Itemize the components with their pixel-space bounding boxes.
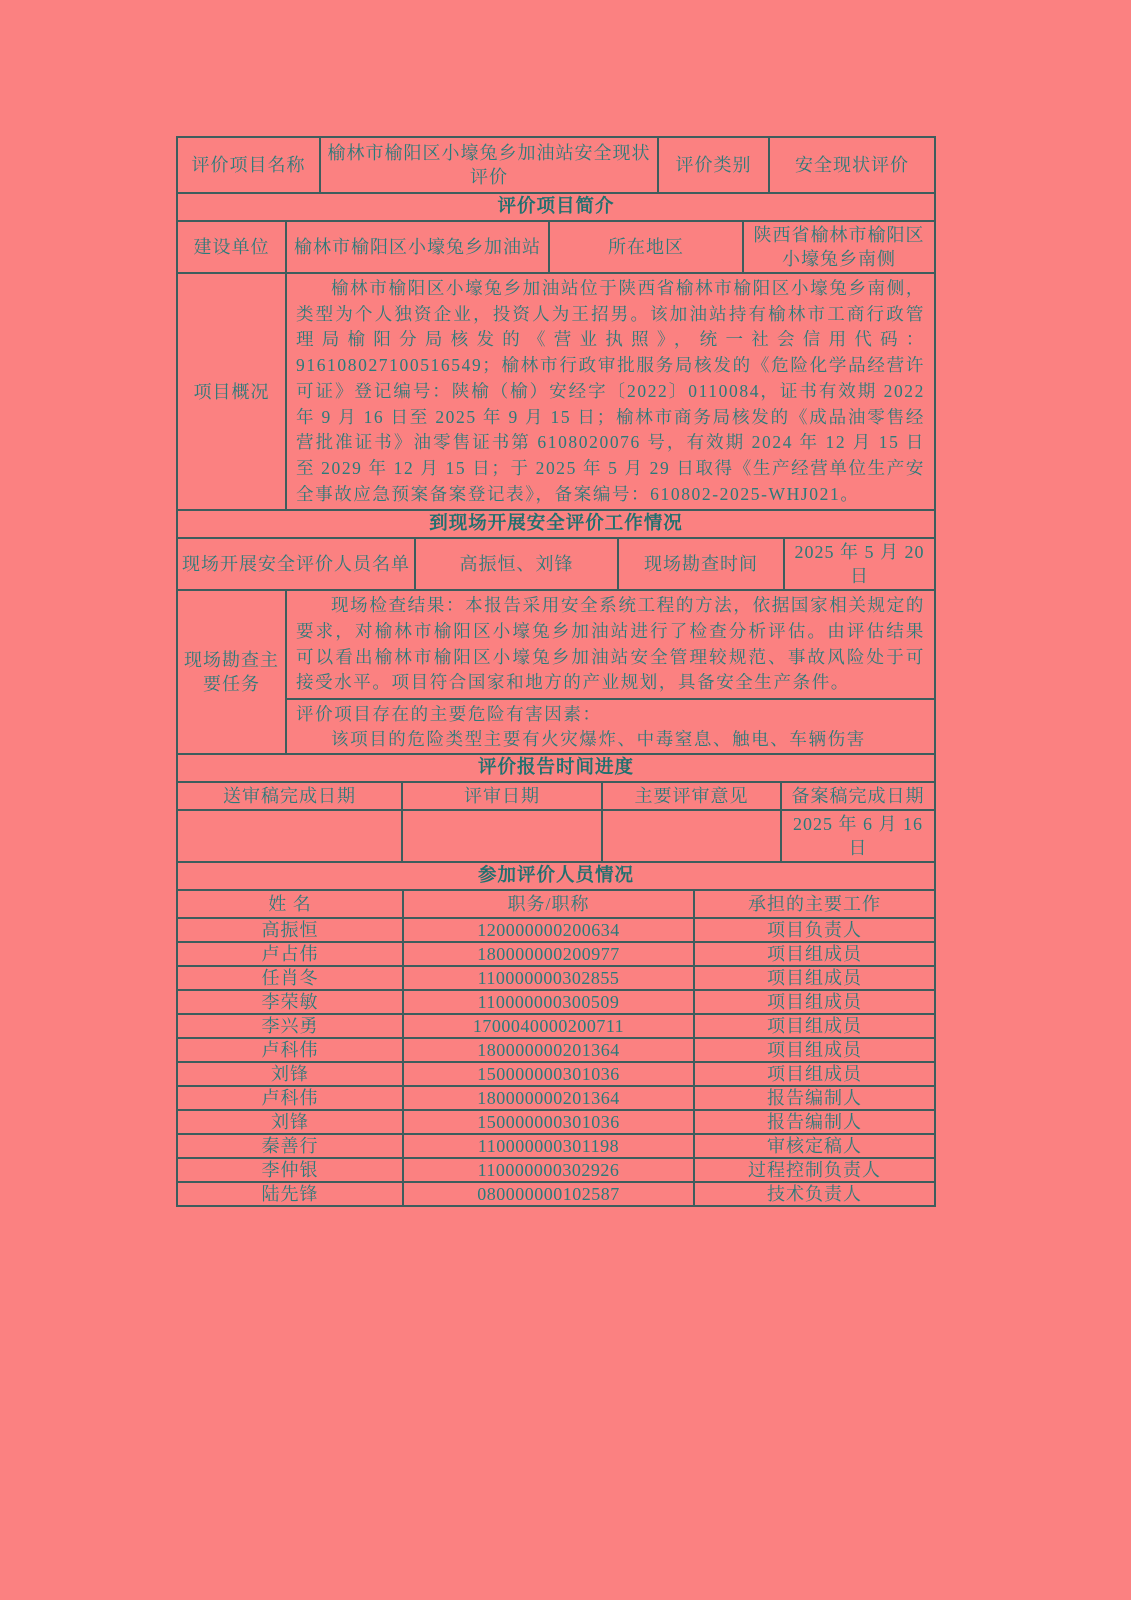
schedule-section-title: 评价报告时间进度 [477,758,634,779]
project-overview-text: 榆林市榆阳区小壕兔乡加油站位于陕西省榆林市榆阳区小壕兔乡南侧，类型为个人独资企业，投资人为王招男。该加油站持有榆林市工商行政管理局榆阳分局核发的《营业执照》，统一社会信用代码：916108027100516549；榆林市行政审批服务局核发的《危险化学品经营许可证》登记编号：陕榆（榆）安经字〔2022〕0110084，证书有效期 2022 年 9 月 16 日至 2025 年 9 月 15 日；榆林市商务局核发的《成品油零售经营批准证书》油零售证书第 6108020076 号，有效期 2024 年 12 月 15 日至 2029 年 12 月 15 日；于 2025 年 5 月 29 日取得《生产经营单位生产安全事故应急预案备案登记表》，备案编号：610802-2025-WHJ021。 [285,274,934,509]
site-work-section-row [178,509,934,537]
participant-row [178,965,934,989]
project-name-label: 评价项目名称 [191,155,306,175]
schedule-value-review-date [401,811,601,861]
participant-row [178,1181,934,1205]
evaluation-category-value: 安全现状评价 [768,138,934,192]
participant-certificate-number: 110000000302855 [402,967,693,989]
participants-section-row [178,861,934,889]
schedule-header-row [178,781,934,809]
hazard-factors-text: 该项目的危险类型主要有火灾爆炸、中毒窒息、触电、车辆伤害 [331,728,866,749]
project-overview-row [178,272,934,509]
participant-certificate-number: 180000000200977 [402,943,693,965]
participant-row [178,917,934,941]
builder-label: 建设单位 [193,237,270,257]
survey-task-row [178,589,934,753]
site-staff-label: 现场开展安全评价人员名单 [182,554,410,575]
inspection-result-text: 现场检查结果：本报告采用安全系统工程的方法，依据国家相关规定的要求，对榆林市榆阳区小壕兔乡加油站进行了检查分析评估。由评估结果可以看出榆林市榆阳区小壕兔乡加油站安全管理较规范、事故风险处于可接受水平。项目符合国家和地方的产业规划，具备安全生产条件。 [296,595,925,693]
evaluation-form-table [176,136,936,1207]
builder-location-row [178,220,934,272]
location-label: 所在地区 [548,222,742,272]
participant-role: 报告编制人 [693,1087,934,1109]
participant-role: 项目组成员 [693,991,934,1013]
participants-header-name: 姓 名 [268,894,312,915]
schedule-header-review-opinion: 主要评审意见 [601,783,780,809]
hazard-factors-cell [287,698,934,753]
schedule-value-row [178,809,934,861]
survey-time-value: 2025 年 5 月 20 日 [783,539,934,589]
site-work-section-title: 到现场开展安全评价工作情况 [429,514,683,535]
survey-task-label: 现场勘查主要任务 [184,650,279,695]
participant-row [178,1157,934,1181]
participants-header-row [178,889,934,917]
schedule-value-review-opinion [601,811,780,861]
participant-name: 李荣敏 [261,992,319,1013]
participant-row [178,989,934,1013]
participant-role: 过程控制负责人 [693,1159,934,1181]
participant-name: 李兴勇 [261,1016,319,1037]
participants-section-title: 参加评价人员情况 [477,866,634,887]
participant-name: 卢占伟 [261,944,319,965]
participant-name: 刘锋 [271,1112,309,1133]
inspection-result-cell [287,591,934,698]
participant-row [178,1133,934,1157]
participant-role: 项目组成员 [693,943,934,965]
hazard-factors-title: 评价项目存在的主要危险有害因素： [296,704,602,725]
evaluation-category-label: 评价类别 [657,138,768,192]
participant-role: 技术负责人 [693,1183,934,1205]
participant-certificate-number: 1700040000200711 [402,1015,693,1037]
participant-name: 陆先锋 [261,1184,319,1205]
site-staff-value: 高振恒、刘锋 [414,539,617,589]
participant-name: 秦善行 [261,1136,319,1157]
participant-certificate-number: 080000000102587 [402,1183,693,1205]
participant-certificate-number: 180000000201364 [402,1039,693,1061]
participant-role: 报告编制人 [693,1111,934,1133]
project-title-row [178,138,934,192]
site-staff-row [178,537,934,589]
participant-row [178,941,934,965]
participant-certificate-number: 110000000301198 [402,1135,693,1157]
participant-name: 高振恒 [261,920,319,941]
survey-task-content [285,591,934,753]
participant-certificate-number: 180000000201364 [402,1087,693,1109]
participant-role: 审核定稿人 [693,1135,934,1157]
participant-name: 卢科伟 [261,1040,319,1061]
builder-value: 榆林市榆阳区小壕兔乡加油站 [285,222,548,272]
participants-header-title: 职务/职称 [402,891,693,917]
participants-table-body [178,917,934,1205]
participant-role: 项目负责人 [693,919,934,941]
schedule-header-review-date: 评审日期 [401,783,601,809]
schedule-section-row [178,753,934,781]
participant-name: 卢科伟 [261,1088,319,1109]
location-value: 陕西省榆林市榆阳区小壕兔乡南侧 [742,222,934,272]
intro-section-row [178,192,934,220]
participant-name: 刘锋 [271,1064,309,1085]
participant-certificate-number: 150000000301036 [402,1111,693,1133]
participant-role: 项目组成员 [693,1015,934,1037]
project-overview-label: 项目概况 [193,381,270,402]
participants-header-role: 承担的主要工作 [693,891,934,917]
participant-certificate-number: 150000000301036 [402,1063,693,1085]
participant-role: 项目组成员 [693,967,934,989]
participant-row [178,1037,934,1061]
schedule-value-draft [178,811,401,861]
participant-row [178,1085,934,1109]
participant-name: 任肖冬 [261,968,319,989]
participant-row [178,1109,934,1133]
participant-row [178,1061,934,1085]
schedule-header-record-date: 备案稿完成日期 [780,783,934,809]
participant-name: 李仲银 [261,1160,319,1181]
participant-role: 项目组成员 [693,1039,934,1061]
participant-role: 项目组成员 [693,1063,934,1085]
participant-certificate-number: 110000000300509 [402,991,693,1013]
schedule-value-record-date: 2025 年 6 月 16 日 [780,811,934,861]
schedule-header-draft: 送审稿完成日期 [223,786,356,807]
participant-row [178,1013,934,1037]
survey-time-label: 现场勘查时间 [617,539,783,589]
intro-section-title: 评价项目简介 [497,197,615,217]
project-name-value: 榆林市榆阳区小壕兔乡加油站安全现状评价 [319,138,657,192]
participant-certificate-number: 120000000200634 [402,919,693,941]
participant-certificate-number: 110000000302926 [402,1159,693,1181]
